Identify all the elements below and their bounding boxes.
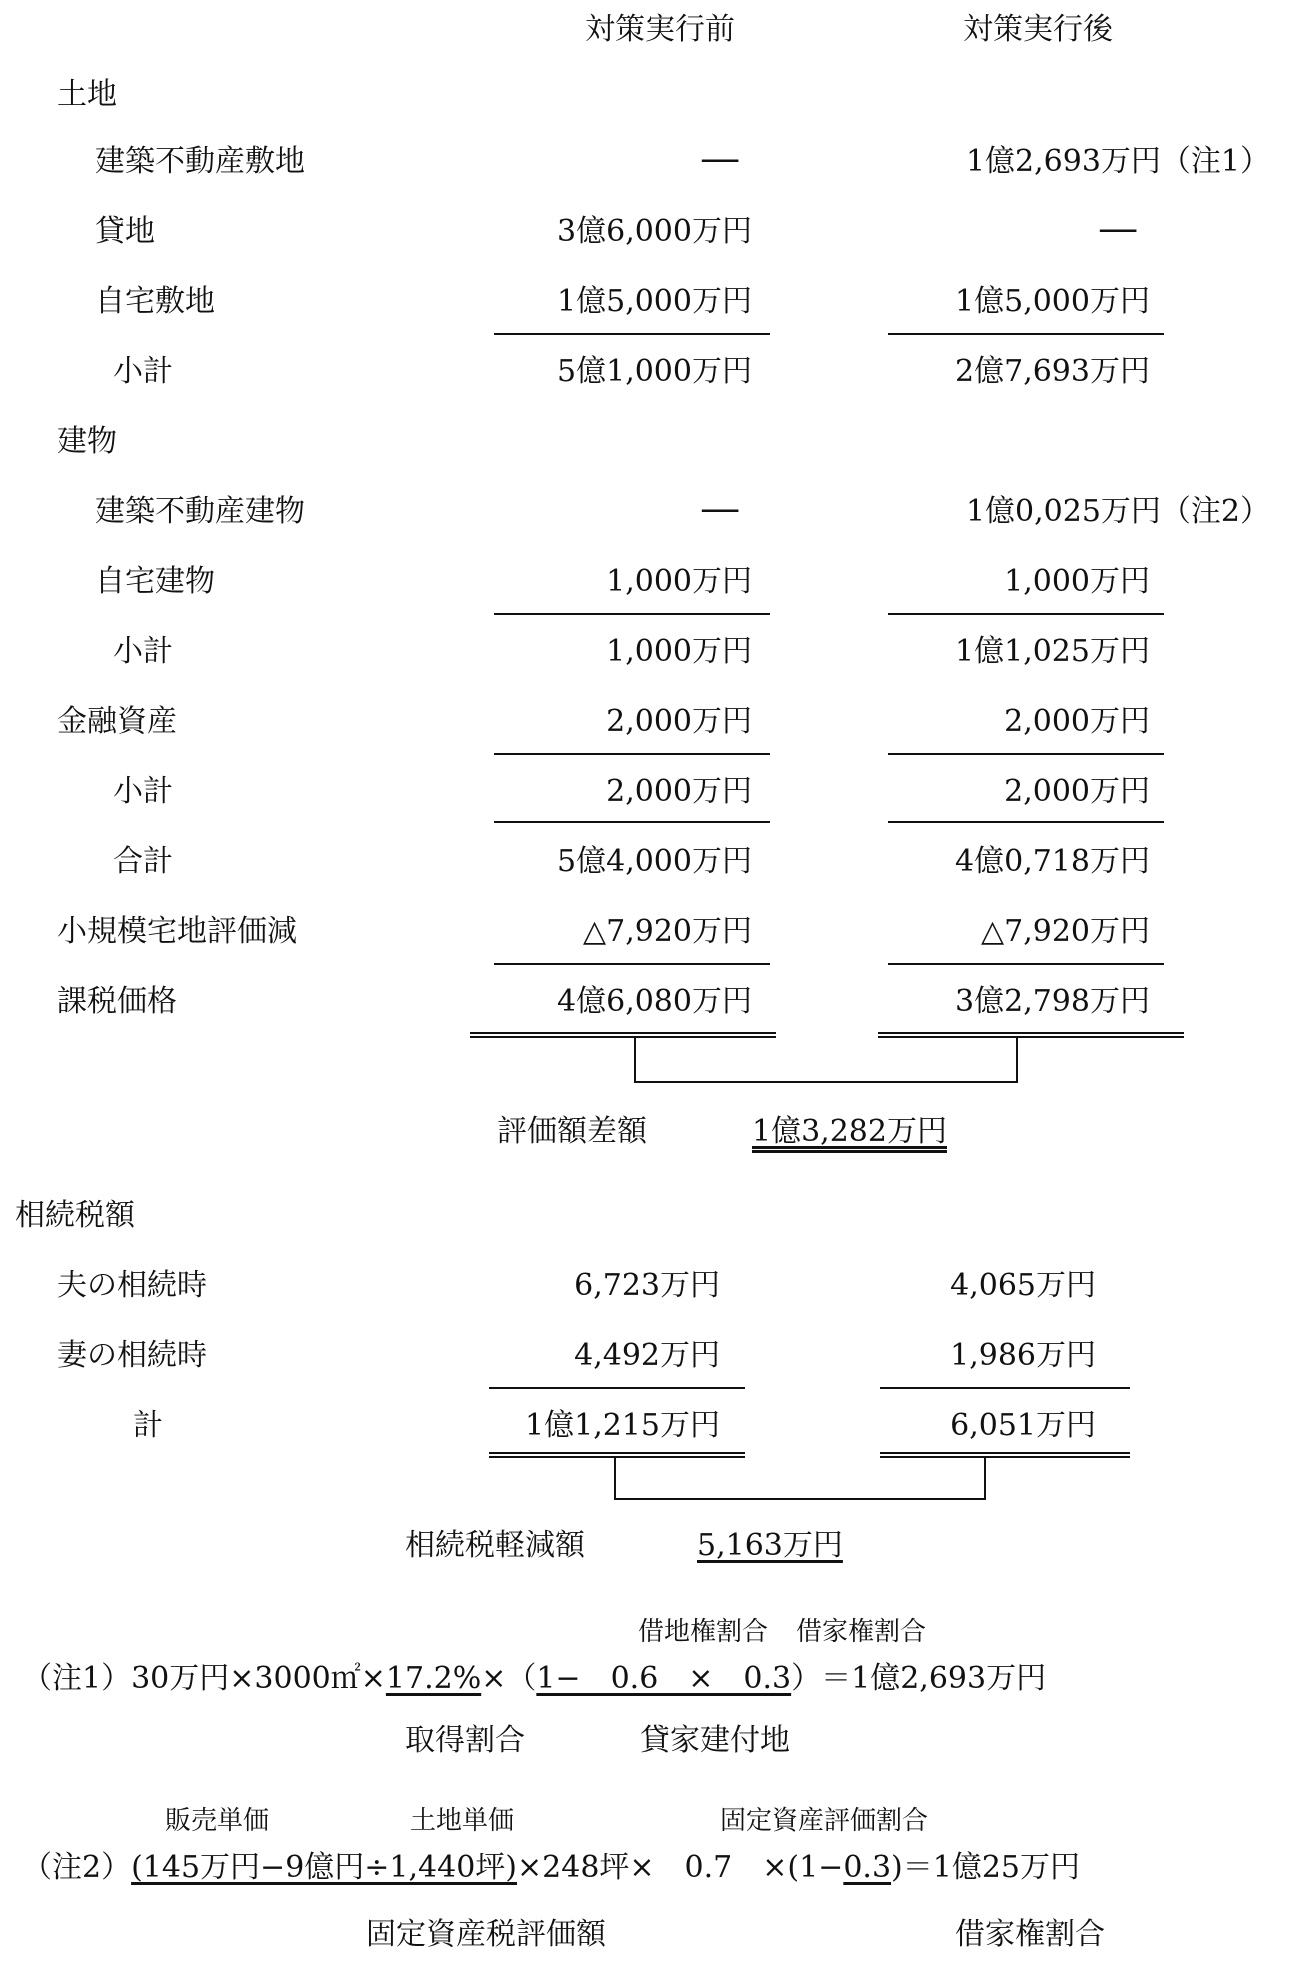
tax-reduction-label: 相続税軽減額 xyxy=(405,1528,585,1563)
sum-line xyxy=(888,963,1164,965)
inheritance-row-after: 1,986万円 xyxy=(950,1338,1096,1373)
financial-subtotal-before: 2,000万円 xyxy=(606,774,752,809)
note1-label-top: 借地権割合 xyxy=(638,1617,769,1647)
sum-line xyxy=(888,821,1164,823)
note2-prefix: （注2） xyxy=(22,1850,132,1885)
inheritance-title: 相続税額 xyxy=(15,1198,135,1233)
land-row-label: 建築不動産敷地 xyxy=(95,144,305,179)
building-row-after: 1,000万円 xyxy=(1004,564,1150,599)
note1-ratio: 17.2% xyxy=(385,1661,482,1696)
inheritance-row-label: 夫の相続時 xyxy=(57,1268,207,1303)
financial-subtotal-after: 2,000万円 xyxy=(1004,774,1150,809)
total-after: 4億0,718万円 xyxy=(955,844,1150,879)
land-row-before: 1億5,000万円 xyxy=(557,284,752,319)
double-line xyxy=(880,1452,1130,1458)
land-subtotal-label: 小計 xyxy=(113,354,173,389)
building-row-label: 建築不動産建物 xyxy=(95,494,305,529)
sum-line xyxy=(494,963,770,965)
financial-subtotal-label: 小計 xyxy=(113,774,173,809)
reduction-before: △7,920万円 xyxy=(583,914,752,949)
bracket-line xyxy=(614,1498,986,1500)
sum-line xyxy=(888,613,1164,615)
land-row-after: ── xyxy=(1099,214,1137,249)
building-subtotal-after: 1億1,025万円 xyxy=(955,634,1150,669)
double-line xyxy=(470,1032,776,1038)
total-label: 合計 xyxy=(113,844,173,879)
building-subtotal-label: 小計 xyxy=(113,634,173,669)
note2-label-top: 土地単価 xyxy=(410,1806,515,1836)
inheritance-row-before: 4,492万円 xyxy=(574,1338,720,1373)
header-before: 対策実行前 xyxy=(585,12,735,47)
land-title: 土地 xyxy=(57,77,117,112)
land-row-before: ── xyxy=(701,144,739,179)
financial-label: 金融資産 xyxy=(57,704,177,739)
inheritance-total-before: 1億1,215万円 xyxy=(525,1408,720,1443)
bracket-line xyxy=(1016,1038,1018,1083)
note2-rate: 0.3 xyxy=(843,1850,892,1885)
land-row-before: 3億6,000万円 xyxy=(557,214,752,249)
note2-mid: ×248坪× 0.7 ×(1− xyxy=(517,1850,844,1885)
taxable-after: 3億2,798万円 xyxy=(955,984,1150,1019)
note2-line xyxy=(22,1850,1081,1885)
note1-suffix: ）＝1億2,693万円 xyxy=(791,1661,1047,1696)
taxable-before: 4億6,080万円 xyxy=(557,984,752,1019)
note1-label-bottom: 取得割合 xyxy=(405,1723,525,1758)
sum-line xyxy=(880,1387,1130,1389)
building-row-before: ── xyxy=(701,494,739,529)
sum-line xyxy=(494,821,770,823)
reduction-label: 小規模宅地評価減 xyxy=(57,914,297,949)
bracket-line xyxy=(614,1458,616,1500)
land-subtotal-before: 5億1,000万円 xyxy=(557,354,752,389)
header-after: 対策実行後 xyxy=(963,12,1113,47)
building-row-after: 1億0,025万円（注2） xyxy=(965,494,1270,529)
sum-line xyxy=(888,333,1164,335)
note2-label-bottom: 借家権割合 xyxy=(955,1917,1105,1952)
inheritance-row-before: 6,723万円 xyxy=(574,1268,720,1303)
financial-before: 2,000万円 xyxy=(606,704,752,739)
note2-label-top: 販売単価 xyxy=(165,1806,270,1836)
building-subtotal-before: 1,000万円 xyxy=(606,634,752,669)
double-line xyxy=(489,1452,745,1458)
reduction-after: △7,920万円 xyxy=(981,914,1150,949)
bracket-line xyxy=(634,1038,636,1083)
inheritance-row-label: 妻の相続時 xyxy=(57,1338,207,1373)
bracket-line xyxy=(634,1081,1018,1083)
note2-suffix: )＝1億25万円 xyxy=(891,1850,1081,1885)
taxable-label: 課税価格 xyxy=(57,984,177,1019)
building-title: 建物 xyxy=(57,424,117,459)
valuation-diff-value: 1億3,282万円 xyxy=(752,1114,947,1149)
double-line xyxy=(878,1032,1184,1038)
land-row-label: 貸地 xyxy=(95,214,155,249)
note2-label-bottom: 固定資産税評価額 xyxy=(366,1917,606,1952)
sum-line xyxy=(494,333,770,335)
note1-prefix: （注1）30万円×3000㎡× xyxy=(22,1661,386,1696)
note1-line xyxy=(22,1661,1047,1696)
tax-reduction-value: 5,163万円 xyxy=(697,1528,843,1563)
note2-formula: (145万円−9億円÷1,440坪) xyxy=(131,1850,518,1885)
valuation-diff-label: 評価額差額 xyxy=(497,1114,647,1149)
land-row-after: 1億2,693万円（注1） xyxy=(965,144,1270,179)
financial-after: 2,000万円 xyxy=(1004,704,1150,739)
sum-line xyxy=(494,613,770,615)
note1-label-top: 借家権割合 xyxy=(796,1617,927,1647)
bracket-line xyxy=(984,1458,986,1500)
building-row-before: 1,000万円 xyxy=(606,564,752,599)
note1-label-bottom: 貸家建付地 xyxy=(640,1723,790,1758)
inheritance-row-after: 4,065万円 xyxy=(950,1268,1096,1303)
sum-line xyxy=(888,753,1164,755)
building-row-label: 自宅建物 xyxy=(95,564,215,599)
land-subtotal-after: 2億7,693万円 xyxy=(955,354,1150,389)
total-before: 5億4,000万円 xyxy=(557,844,752,879)
sum-line xyxy=(494,753,770,755)
inheritance-total-label: 計 xyxy=(133,1408,163,1443)
land-row-after: 1億5,000万円 xyxy=(955,284,1150,319)
land-row-label: 自宅敷地 xyxy=(95,284,215,319)
note2-label-top: 固定資産評価割合 xyxy=(720,1806,929,1836)
note1-mid: ×（ xyxy=(481,1661,537,1696)
sum-line xyxy=(489,1387,745,1389)
note1-formula: 1− 0.6 × 0.3 xyxy=(536,1661,792,1696)
inheritance-total-after: 6,051万円 xyxy=(950,1408,1096,1443)
